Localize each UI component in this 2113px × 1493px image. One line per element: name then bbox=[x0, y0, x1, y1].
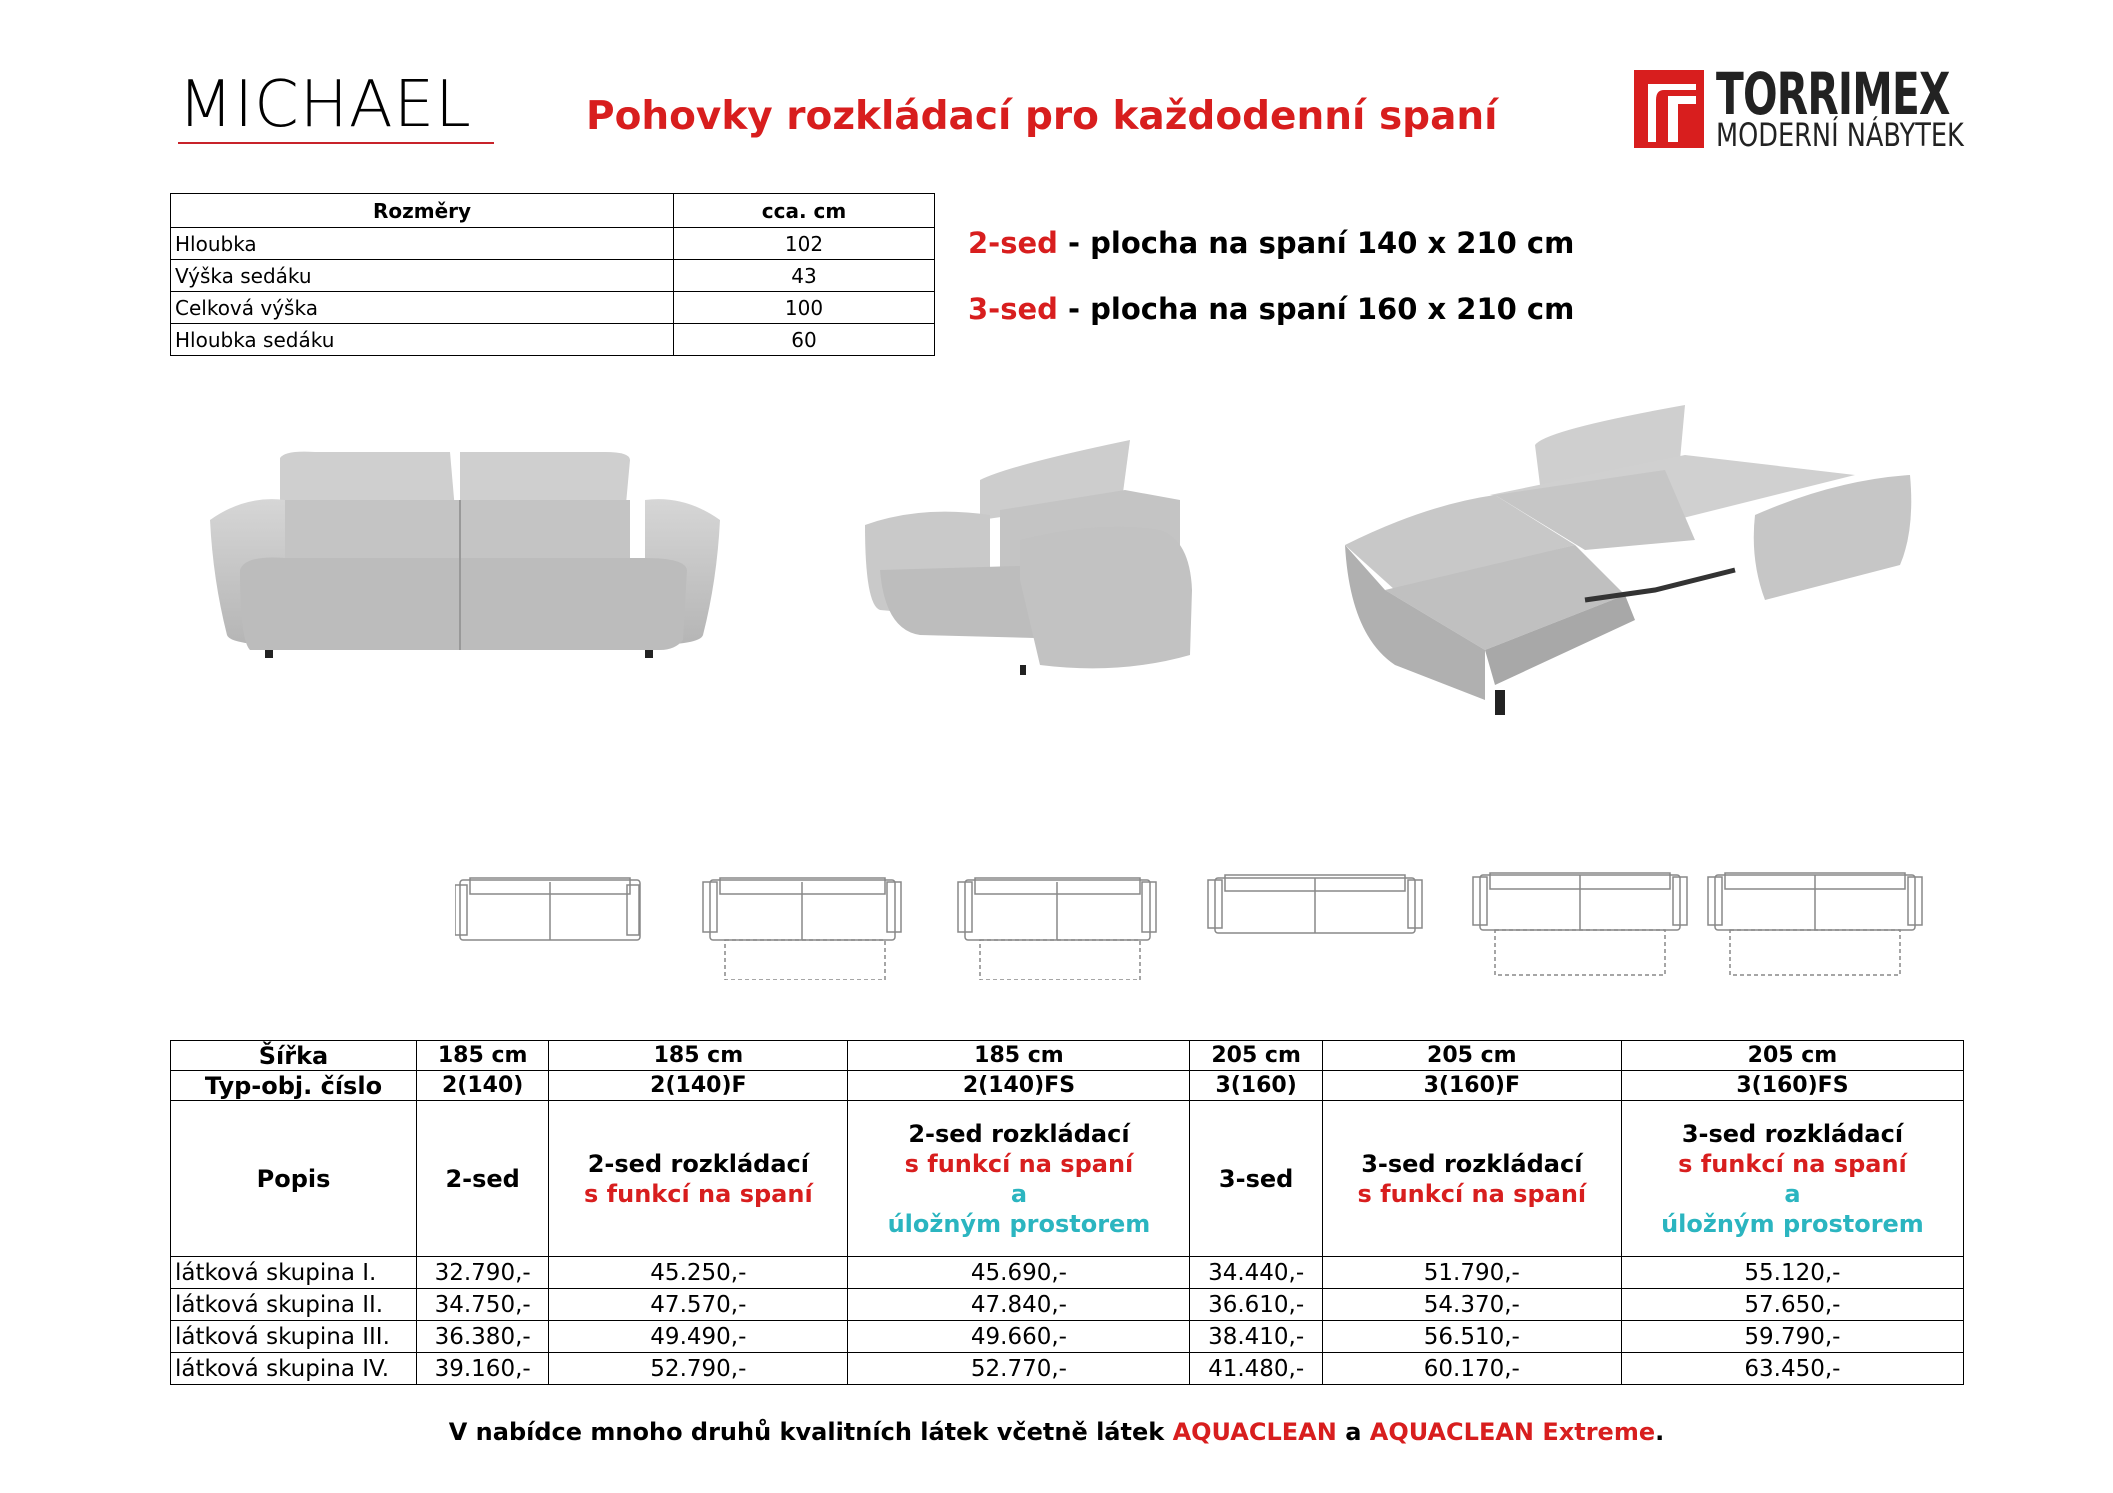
price-table bbox=[170, 1040, 1964, 1385]
dim-label: Hloubka bbox=[171, 228, 674, 260]
price-cell: 60.170,- bbox=[1322, 1353, 1621, 1385]
schematic-top-views bbox=[455, 870, 1935, 980]
type-cell: 3(160) bbox=[1190, 1071, 1322, 1101]
desc-line: 3-sed bbox=[1218, 1164, 1294, 1193]
price-cell: 52.770,- bbox=[848, 1353, 1190, 1385]
sofa-front-image bbox=[205, 440, 725, 665]
desc-line-teal: úložným prostorem bbox=[1661, 1209, 1924, 1238]
price-cell: 38.410,- bbox=[1190, 1321, 1322, 1353]
price-cell: 45.250,- bbox=[549, 1257, 848, 1289]
fabric-group: látková skupina II. bbox=[171, 1289, 417, 1321]
schematic-2-sed-f bbox=[703, 878, 901, 980]
fabric-group: látková skupina I. bbox=[171, 1257, 417, 1289]
price-cell: 47.840,- bbox=[848, 1289, 1190, 1321]
price-cell: 56.510,- bbox=[1322, 1321, 1621, 1353]
desc-line-red: s funkcí na spaní bbox=[1357, 1179, 1587, 1208]
dim-value: 43 bbox=[674, 260, 935, 292]
table-row bbox=[171, 260, 935, 292]
type-cell: 3(160)FS bbox=[1621, 1071, 1963, 1101]
sofa-angled-image bbox=[860, 440, 1240, 690]
table-row bbox=[171, 292, 935, 324]
spec-2-sed bbox=[968, 226, 1574, 260]
footer-text: . bbox=[1655, 1418, 1665, 1446]
type-cell: 2(140)F bbox=[549, 1071, 848, 1101]
desc-line-teal: úložným prostorem bbox=[887, 1209, 1151, 1238]
sofa-bed-image bbox=[1335, 400, 1915, 735]
spec-3-sed bbox=[968, 292, 1574, 326]
spec-text: - plocha na spaní 160 x 210 cm bbox=[1057, 292, 1575, 326]
type-cell: 2(140) bbox=[417, 1071, 549, 1101]
desc-line-teal: a bbox=[1010, 1179, 1028, 1208]
dim-value: 100 bbox=[674, 292, 935, 324]
table-row bbox=[171, 1289, 1964, 1321]
width-cell: 205 cm bbox=[1322, 1041, 1621, 1071]
footer-note bbox=[0, 1418, 2113, 1446]
price-cell: 41.480,- bbox=[1190, 1353, 1322, 1385]
dim-label: Výška sedáku bbox=[171, 260, 674, 292]
price-cell: 34.440,- bbox=[1190, 1257, 1322, 1289]
price-cell: 59.790,- bbox=[1621, 1321, 1963, 1353]
table-row bbox=[171, 1321, 1964, 1353]
table-row bbox=[171, 324, 935, 356]
price-cell: 51.790,- bbox=[1322, 1257, 1621, 1289]
desc-cell bbox=[1322, 1101, 1621, 1257]
table-row bbox=[171, 1041, 1964, 1071]
product-name-underline bbox=[178, 142, 494, 144]
width-cell: 205 cm bbox=[1621, 1041, 1963, 1071]
page-headline: Pohovky rozkládací pro každodenní spaní bbox=[586, 94, 1498, 139]
footer-text: V nabídce mnoho druhů kvalitních látek včetně látek bbox=[448, 1418, 1173, 1446]
desc-line-red: s funkcí na spaní bbox=[584, 1179, 813, 1208]
price-cell: 45.690,- bbox=[848, 1257, 1190, 1289]
dim-value: 60 bbox=[674, 324, 935, 356]
price-cell: 36.380,- bbox=[417, 1321, 549, 1353]
desc-label: Popis bbox=[171, 1101, 417, 1257]
dim-header-label: Rozměry bbox=[171, 194, 674, 228]
width-cell: 185 cm bbox=[848, 1041, 1190, 1071]
price-cell: 63.450,- bbox=[1621, 1353, 1963, 1385]
price-cell: 39.160,- bbox=[417, 1353, 549, 1385]
desc-line-red: s funkcí na spaní bbox=[904, 1149, 1134, 1178]
table-row bbox=[171, 1353, 1964, 1385]
spec-seat: 2-sed bbox=[968, 226, 1058, 260]
price-cell: 54.370,- bbox=[1322, 1289, 1621, 1321]
desc-cell bbox=[1190, 1101, 1322, 1257]
width-cell: 205 cm bbox=[1190, 1041, 1322, 1071]
desc-line: 2-sed rozkládací bbox=[587, 1149, 809, 1178]
footer-highlight: AQUACLEAN Extreme bbox=[1369, 1418, 1656, 1446]
price-cell: 32.790,- bbox=[417, 1257, 549, 1289]
table-row bbox=[171, 228, 935, 260]
footer-text: a bbox=[1336, 1418, 1370, 1446]
torrimex-logo-mark-icon bbox=[1634, 70, 1704, 148]
width-label: Šířka bbox=[171, 1041, 417, 1071]
dim-value: 102 bbox=[674, 228, 935, 260]
width-cell: 185 cm bbox=[417, 1041, 549, 1071]
schematic-3-sed bbox=[1208, 875, 1422, 933]
schematic-3-sed-f bbox=[1473, 873, 1687, 975]
schematic-2-sed bbox=[455, 878, 640, 940]
dimensions-table bbox=[170, 193, 935, 356]
product-name: MICHAEL bbox=[178, 68, 472, 142]
price-cell: 49.660,- bbox=[848, 1321, 1190, 1353]
price-cell: 36.610,- bbox=[1190, 1289, 1322, 1321]
desc-cell bbox=[848, 1101, 1190, 1257]
footer-highlight: AQUACLEAN bbox=[1172, 1418, 1337, 1446]
price-cell: 55.120,- bbox=[1621, 1257, 1963, 1289]
price-cell: 47.570,- bbox=[549, 1289, 848, 1321]
price-cell: 49.490,- bbox=[549, 1321, 848, 1353]
logo-tagline: MODERNÍ NÁBYTEK bbox=[1716, 116, 1964, 154]
table-row bbox=[171, 1257, 1964, 1289]
logo-wordmark: TORRIMEX bbox=[1716, 60, 1950, 128]
fabric-group: látková skupina III. bbox=[171, 1321, 417, 1353]
schematic-2-sed-fs bbox=[958, 878, 1156, 980]
desc-line-red: s funkcí na spaní bbox=[1678, 1149, 1907, 1178]
price-cell: 34.750,- bbox=[417, 1289, 549, 1321]
desc-line: 3-sed rozkládací bbox=[1681, 1119, 1904, 1148]
price-cell: 52.790,- bbox=[549, 1353, 848, 1385]
dim-label: Hloubka sedáku bbox=[171, 324, 674, 356]
fabric-group: látková skupina IV. bbox=[171, 1353, 417, 1385]
type-cell: 2(140)FS bbox=[848, 1071, 1190, 1101]
spec-seat: 3-sed bbox=[968, 292, 1058, 326]
width-cell: 185 cm bbox=[549, 1041, 848, 1071]
type-cell: 3(160)F bbox=[1322, 1071, 1621, 1101]
dim-header-unit: cca. cm bbox=[674, 194, 935, 228]
desc-line: 2-sed rozkládací bbox=[908, 1119, 1130, 1148]
table-row bbox=[171, 1101, 1964, 1257]
desc-cell bbox=[417, 1101, 549, 1257]
price-cell: 57.650,- bbox=[1621, 1289, 1963, 1321]
spec-text: - plocha na spaní 140 x 210 cm bbox=[1057, 226, 1575, 260]
dim-label: Celková výška bbox=[171, 292, 674, 324]
desc-line: 3-sed rozkládací bbox=[1361, 1149, 1583, 1178]
schematic-3-sed-fs bbox=[1708, 873, 1922, 975]
desc-cell bbox=[549, 1101, 848, 1257]
desc-cell bbox=[1621, 1101, 1963, 1257]
desc-line: 2-sed bbox=[445, 1164, 520, 1193]
type-label: Typ-obj. číslo bbox=[171, 1071, 417, 1101]
desc-line-teal: a bbox=[1784, 1179, 1801, 1208]
table-row bbox=[171, 1071, 1964, 1101]
